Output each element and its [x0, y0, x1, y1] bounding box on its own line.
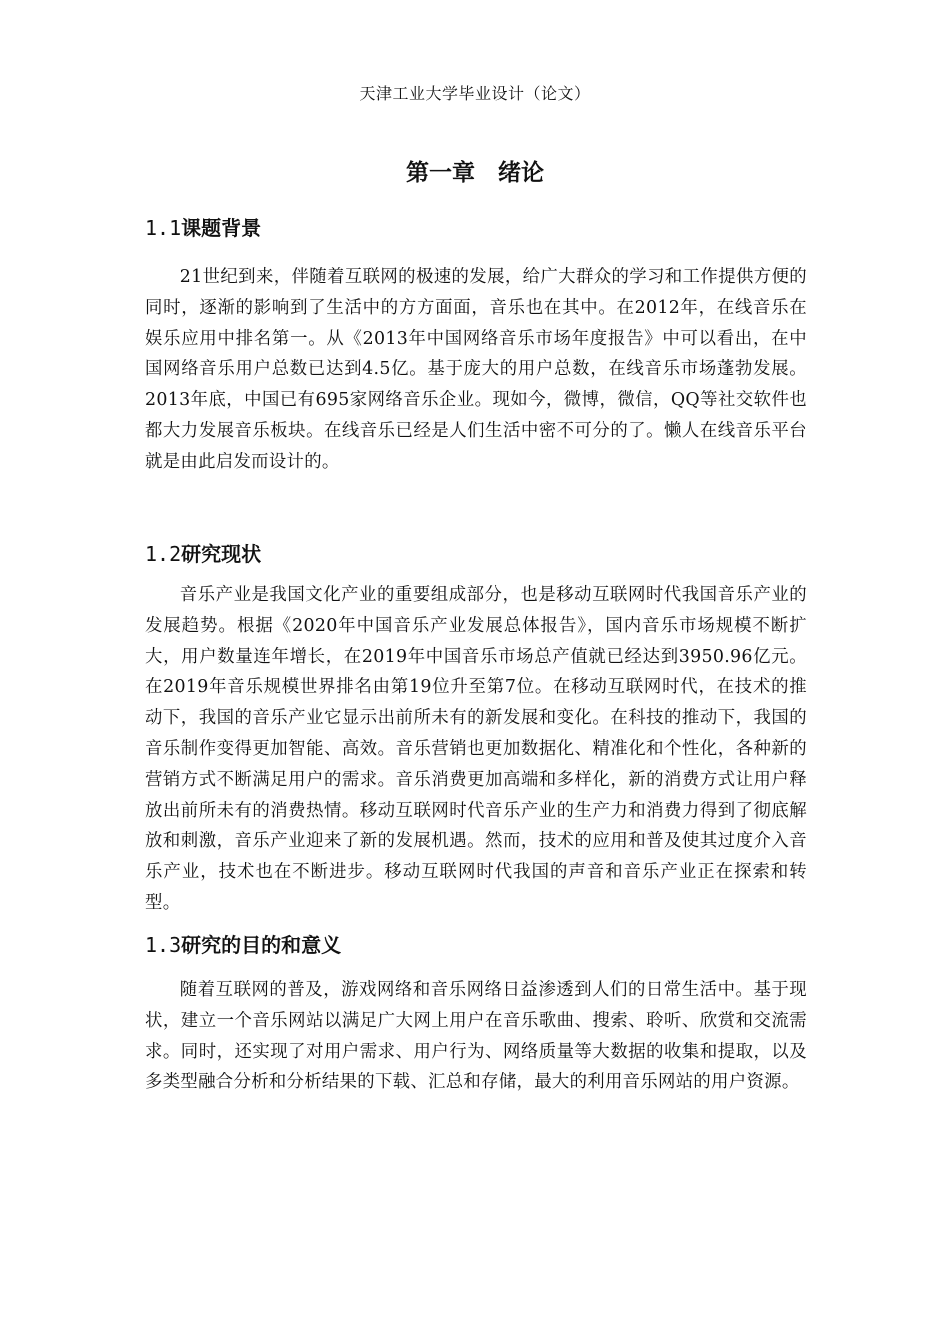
- paragraph-research-status: 音乐产业是我国文化产业的重要组成部分，也是移动互联网时代我国音乐产业的发展趋势。根据《2020年中国音乐产业发展总体报告》，国内音乐市场规模不断扩大，用户数量连年增长，在2019年中国音乐市场总产值就已经达到3950.96亿元。在2019年音乐规模世界排名由第19位升至第7位。在移动互联网时代，在技术的推动下，我国的音乐产业它显示出前所未有的新发展和变化。在科技的推动下，我国的音乐制作变得更加智能、高效。音乐营销也更加数据化、精准化和个性化，各种新的营销方式不断满足用户的需求。音乐消费更加高端和多样化，新的消费方式让用户释放出前所未有的消费热情。移动互联网时代音乐产业的生产力和消费力得到了彻底解放和刺激，音乐产业迎来了新的发展机遇。然而，技术的应用和普及使其过度介入音乐产业，技术也在不断进步。移动互联网时代我国的声音和音乐产业正在探索和转型。: [145, 585, 807, 913]
- section-number: 1.3: [145, 933, 182, 957]
- section-number: 1.1: [145, 216, 182, 240]
- page-header: 天津工业大学毕业设计（论文）: [359, 84, 591, 103]
- section-number: 1.2: [145, 542, 182, 566]
- section-title: 研究现状: [181, 542, 262, 566]
- chapter-title: 第一章 绪论: [406, 160, 544, 186]
- paragraph-purpose-significance: 随着互联网的普及，游戏网络和音乐网络日益渗透到人们的日常生活中。基于现状，建立一个音乐网站以满足广大网上用户在音乐歌曲、搜索、聆听、欣赏和交流需求。同时，还实现了对用户需求、用户行为、网络质量等大数据的收集和提取，以及多类型融合分析和分析结果的下载、汇总和存储，最大的利用音乐网站的用户资源。: [145, 980, 807, 1093]
- paragraph-background: 21世纪到来，伴随着互联网的极速的发展，给广大群众的学习和工作提供方便的同时，逐渐的影响到了生活中的方方面面，音乐也在其中。在2012年，在线音乐在娱乐应用中排名第一。从《2013年中国网络音乐市场年度报告》中可以看出，在中国网络音乐用户总数已达到4.5亿。基于庞大的用户总数，在线音乐市场蓬勃发展。2013年底，中国已有695家网络音乐企业。现如今，微博，微信，QQ等社交软件也都大力发展音乐板块。在线音乐已经是人们生活中密不可分的了。懒人在线音乐平台就是由此启发而设计的。: [145, 267, 807, 472]
- section-title: 研究的目的和意义: [181, 933, 342, 957]
- section-heading-1-2: [145, 540, 261, 568]
- section-heading-1-3: [145, 931, 341, 959]
- section-heading-1-1: [145, 214, 261, 242]
- section-title: 课题背景: [181, 216, 262, 240]
